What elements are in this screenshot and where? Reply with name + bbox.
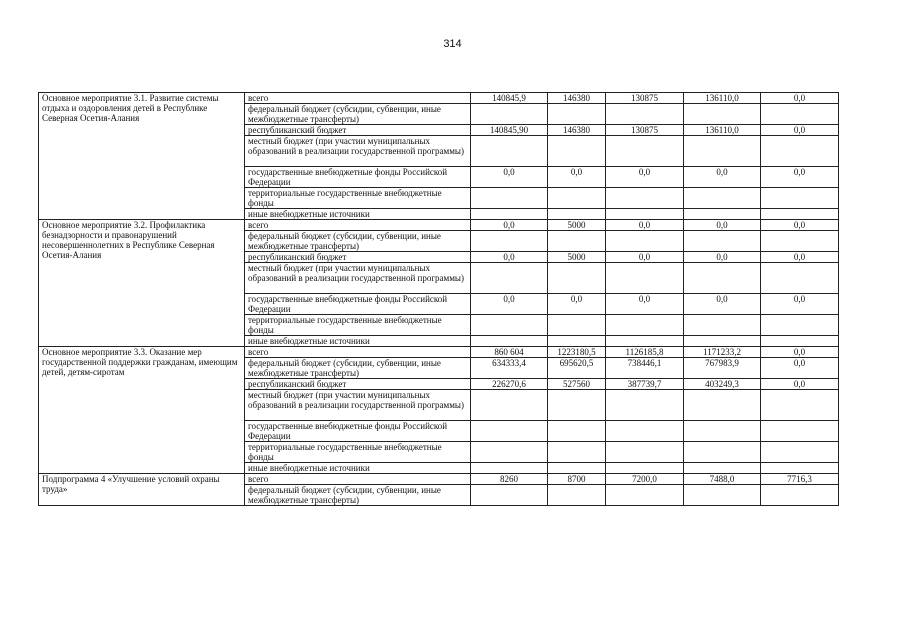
funding-source: республиканский бюджет bbox=[245, 252, 471, 263]
amount-cell bbox=[761, 315, 839, 336]
funding-source: местный бюджет (при участии муниципальных образований в реализации государственной программы) bbox=[245, 263, 471, 294]
amount-cell bbox=[471, 390, 548, 421]
amount-cell bbox=[761, 209, 839, 220]
amount-cell bbox=[471, 188, 548, 209]
funding-source: территориальные государственные внебюджетные фонды bbox=[245, 188, 471, 209]
funding-source: всего bbox=[245, 347, 471, 358]
amount-cell: 738446,1 bbox=[606, 358, 684, 379]
amount-cell: 0,0 bbox=[761, 379, 839, 390]
amount-cell: 0,0 bbox=[471, 294, 548, 315]
amount-cell: 7716,3 bbox=[761, 474, 839, 485]
amount-cell: 527560 bbox=[548, 379, 606, 390]
amount-cell bbox=[761, 442, 839, 463]
amount-cell bbox=[684, 209, 761, 220]
funding-source: государственные внебюджетные фонды Российской Федерации bbox=[245, 421, 471, 442]
amount-cell bbox=[761, 231, 839, 252]
amount-cell: 7488,0 bbox=[684, 474, 761, 485]
amount-cell: 8260 bbox=[471, 474, 548, 485]
funding-source: местный бюджет (при участии муниципальных образований в реализации государственной программы) bbox=[245, 136, 471, 167]
funding-source: всего bbox=[245, 220, 471, 231]
amount-cell: 634333,4 bbox=[471, 358, 548, 379]
amount-cell bbox=[606, 463, 684, 474]
funding-source: государственные внебюджетные фонды Российской Федерации bbox=[245, 294, 471, 315]
funding-source: территориальные государственные внебюджетные фонды bbox=[245, 442, 471, 463]
amount-cell bbox=[548, 188, 606, 209]
amount-cell bbox=[471, 231, 548, 252]
amount-cell bbox=[548, 231, 606, 252]
funding-source: иные внебюджетные источники bbox=[245, 463, 471, 474]
amount-cell: 695620,5 bbox=[548, 358, 606, 379]
amount-cell: 0,0 bbox=[606, 220, 684, 231]
amount-cell bbox=[684, 136, 761, 167]
funding-source: территориальные государственные внебюджетные фонды bbox=[245, 315, 471, 336]
amount-cell: 130875 bbox=[606, 125, 684, 136]
table-row bbox=[39, 93, 839, 104]
amount-cell bbox=[471, 336, 548, 347]
amount-cell bbox=[684, 485, 761, 506]
amount-cell bbox=[471, 263, 548, 294]
amount-cell: 0,0 bbox=[761, 93, 839, 104]
activity-name: Подпрограмма 4 «Улучшение условий охраны труда» bbox=[39, 474, 245, 506]
table-row bbox=[39, 220, 839, 231]
amount-cell: 140845,90 bbox=[471, 125, 548, 136]
amount-cell bbox=[548, 263, 606, 294]
amount-cell: 0,0 bbox=[761, 358, 839, 379]
amount-cell bbox=[761, 336, 839, 347]
funding-source: всего bbox=[245, 474, 471, 485]
amount-cell bbox=[548, 136, 606, 167]
amount-cell bbox=[761, 188, 839, 209]
amount-cell: 7200,0 bbox=[606, 474, 684, 485]
budget-table bbox=[38, 92, 839, 506]
amount-cell bbox=[548, 463, 606, 474]
amount-cell bbox=[471, 485, 548, 506]
amount-cell bbox=[761, 263, 839, 294]
amount-cell bbox=[471, 463, 548, 474]
amount-cell bbox=[684, 263, 761, 294]
amount-cell: 130875 bbox=[606, 93, 684, 104]
table-row bbox=[39, 474, 839, 485]
amount-cell: 0,0 bbox=[606, 294, 684, 315]
amount-cell bbox=[471, 442, 548, 463]
amount-cell: 860 604 bbox=[471, 347, 548, 358]
amount-cell: 226270,6 bbox=[471, 379, 548, 390]
amount-cell bbox=[471, 136, 548, 167]
amount-cell bbox=[684, 463, 761, 474]
amount-cell bbox=[471, 315, 548, 336]
funding-source: местный бюджет (при участии муниципальных образований в реализации государственной программы) bbox=[245, 390, 471, 421]
funding-source: республиканский бюджет bbox=[245, 379, 471, 390]
amount-cell bbox=[606, 315, 684, 336]
amount-cell bbox=[606, 263, 684, 294]
amount-cell: 0,0 bbox=[684, 167, 761, 188]
amount-cell bbox=[684, 104, 761, 125]
funding-source: федеральный бюджет (субсидии, субвенции, иные межбюджетные трансферты) bbox=[245, 104, 471, 125]
amount-cell: 767983,9 bbox=[684, 358, 761, 379]
funding-source: государственные внебюджетные фонды Российской Федерации bbox=[245, 167, 471, 188]
funding-source: иные внебюджетные источники bbox=[245, 209, 471, 220]
amount-cell: 5000 bbox=[548, 252, 606, 263]
amount-cell: 0,0 bbox=[684, 252, 761, 263]
amount-cell bbox=[761, 136, 839, 167]
amount-cell: 0,0 bbox=[761, 294, 839, 315]
amount-cell: 5000 bbox=[548, 220, 606, 231]
amount-cell bbox=[684, 231, 761, 252]
page-number: 314 bbox=[443, 38, 462, 50]
amount-cell: 0,0 bbox=[761, 252, 839, 263]
amount-cell: 0,0 bbox=[761, 125, 839, 136]
table-row bbox=[39, 347, 839, 358]
amount-cell bbox=[761, 104, 839, 125]
amount-cell: 0,0 bbox=[761, 347, 839, 358]
amount-cell: 146380 bbox=[548, 125, 606, 136]
amount-cell: 146380 bbox=[548, 93, 606, 104]
amount-cell bbox=[684, 442, 761, 463]
amount-cell bbox=[761, 485, 839, 506]
amount-cell: 0,0 bbox=[761, 167, 839, 188]
amount-cell bbox=[548, 442, 606, 463]
amount-cell bbox=[684, 421, 761, 442]
amount-cell: 0,0 bbox=[684, 294, 761, 315]
amount-cell: 0,0 bbox=[548, 167, 606, 188]
amount-cell bbox=[761, 463, 839, 474]
amount-cell bbox=[606, 231, 684, 252]
amount-cell bbox=[606, 209, 684, 220]
amount-cell bbox=[761, 390, 839, 421]
amount-cell: 0,0 bbox=[606, 252, 684, 263]
amount-cell: 136110,0 bbox=[684, 93, 761, 104]
amount-cell bbox=[606, 188, 684, 209]
amount-cell: 0,0 bbox=[606, 167, 684, 188]
activity-name: Основное мероприятие 3.2. Профилактика безнадзорности и правонарушений несовершеннолетних в Республике Северная Осетия-Алания bbox=[39, 220, 245, 347]
amount-cell: 1171233,2 bbox=[684, 347, 761, 358]
funding-source: федеральный бюджет (субсидии, субвенции, иные межбюджетные трансферты) bbox=[245, 485, 471, 506]
amount-cell bbox=[606, 104, 684, 125]
funding-source: федеральный бюджет (субсидии, субвенции, иные межбюджетные трансферты) bbox=[245, 358, 471, 379]
funding-source: иные внебюджетные источники bbox=[245, 336, 471, 347]
amount-cell: 387739,7 bbox=[606, 379, 684, 390]
amount-cell: 8700 bbox=[548, 474, 606, 485]
amount-cell: 0,0 bbox=[548, 294, 606, 315]
amount-cell bbox=[606, 421, 684, 442]
activity-name: Основное мероприятие 3.3. Оказание мер государственной поддержки гражданам, имеющим детей, детям-сиротам bbox=[39, 347, 245, 474]
amount-cell: 1223180,5 bbox=[548, 347, 606, 358]
amount-cell bbox=[606, 390, 684, 421]
amount-cell: 1126185,8 bbox=[606, 347, 684, 358]
amount-cell bbox=[761, 421, 839, 442]
funding-source: республиканский бюджет bbox=[245, 125, 471, 136]
amount-cell bbox=[684, 390, 761, 421]
amount-cell: 0,0 bbox=[684, 220, 761, 231]
amount-cell bbox=[471, 104, 548, 125]
amount-cell bbox=[684, 315, 761, 336]
activity-name: Основное мероприятие 3.1. Развитие системы отдыха и оздоровления детей в Республике Северная Осетия-Алания bbox=[39, 93, 245, 220]
amount-cell bbox=[548, 336, 606, 347]
amount-cell bbox=[606, 485, 684, 506]
amount-cell: 136110,0 bbox=[684, 125, 761, 136]
amount-cell: 403249,3 bbox=[684, 379, 761, 390]
amount-cell: 0,0 bbox=[471, 220, 548, 231]
amount-cell bbox=[606, 442, 684, 463]
funding-source: всего bbox=[245, 93, 471, 104]
amount-cell bbox=[548, 485, 606, 506]
funding-source: федеральный бюджет (субсидии, субвенции, иные межбюджетные трансферты) bbox=[245, 231, 471, 252]
amount-cell bbox=[684, 336, 761, 347]
amount-cell: 0,0 bbox=[761, 220, 839, 231]
amount-cell bbox=[606, 336, 684, 347]
amount-cell bbox=[606, 136, 684, 167]
amount-cell bbox=[471, 209, 548, 220]
amount-cell: 0,0 bbox=[471, 252, 548, 263]
amount-cell: 0,0 bbox=[471, 167, 548, 188]
amount-cell bbox=[471, 421, 548, 442]
amount-cell bbox=[548, 390, 606, 421]
amount-cell bbox=[548, 209, 606, 220]
amount-cell bbox=[548, 315, 606, 336]
amount-cell: 140845,9 bbox=[471, 93, 548, 104]
amount-cell bbox=[684, 188, 761, 209]
amount-cell bbox=[548, 421, 606, 442]
amount-cell bbox=[548, 104, 606, 125]
